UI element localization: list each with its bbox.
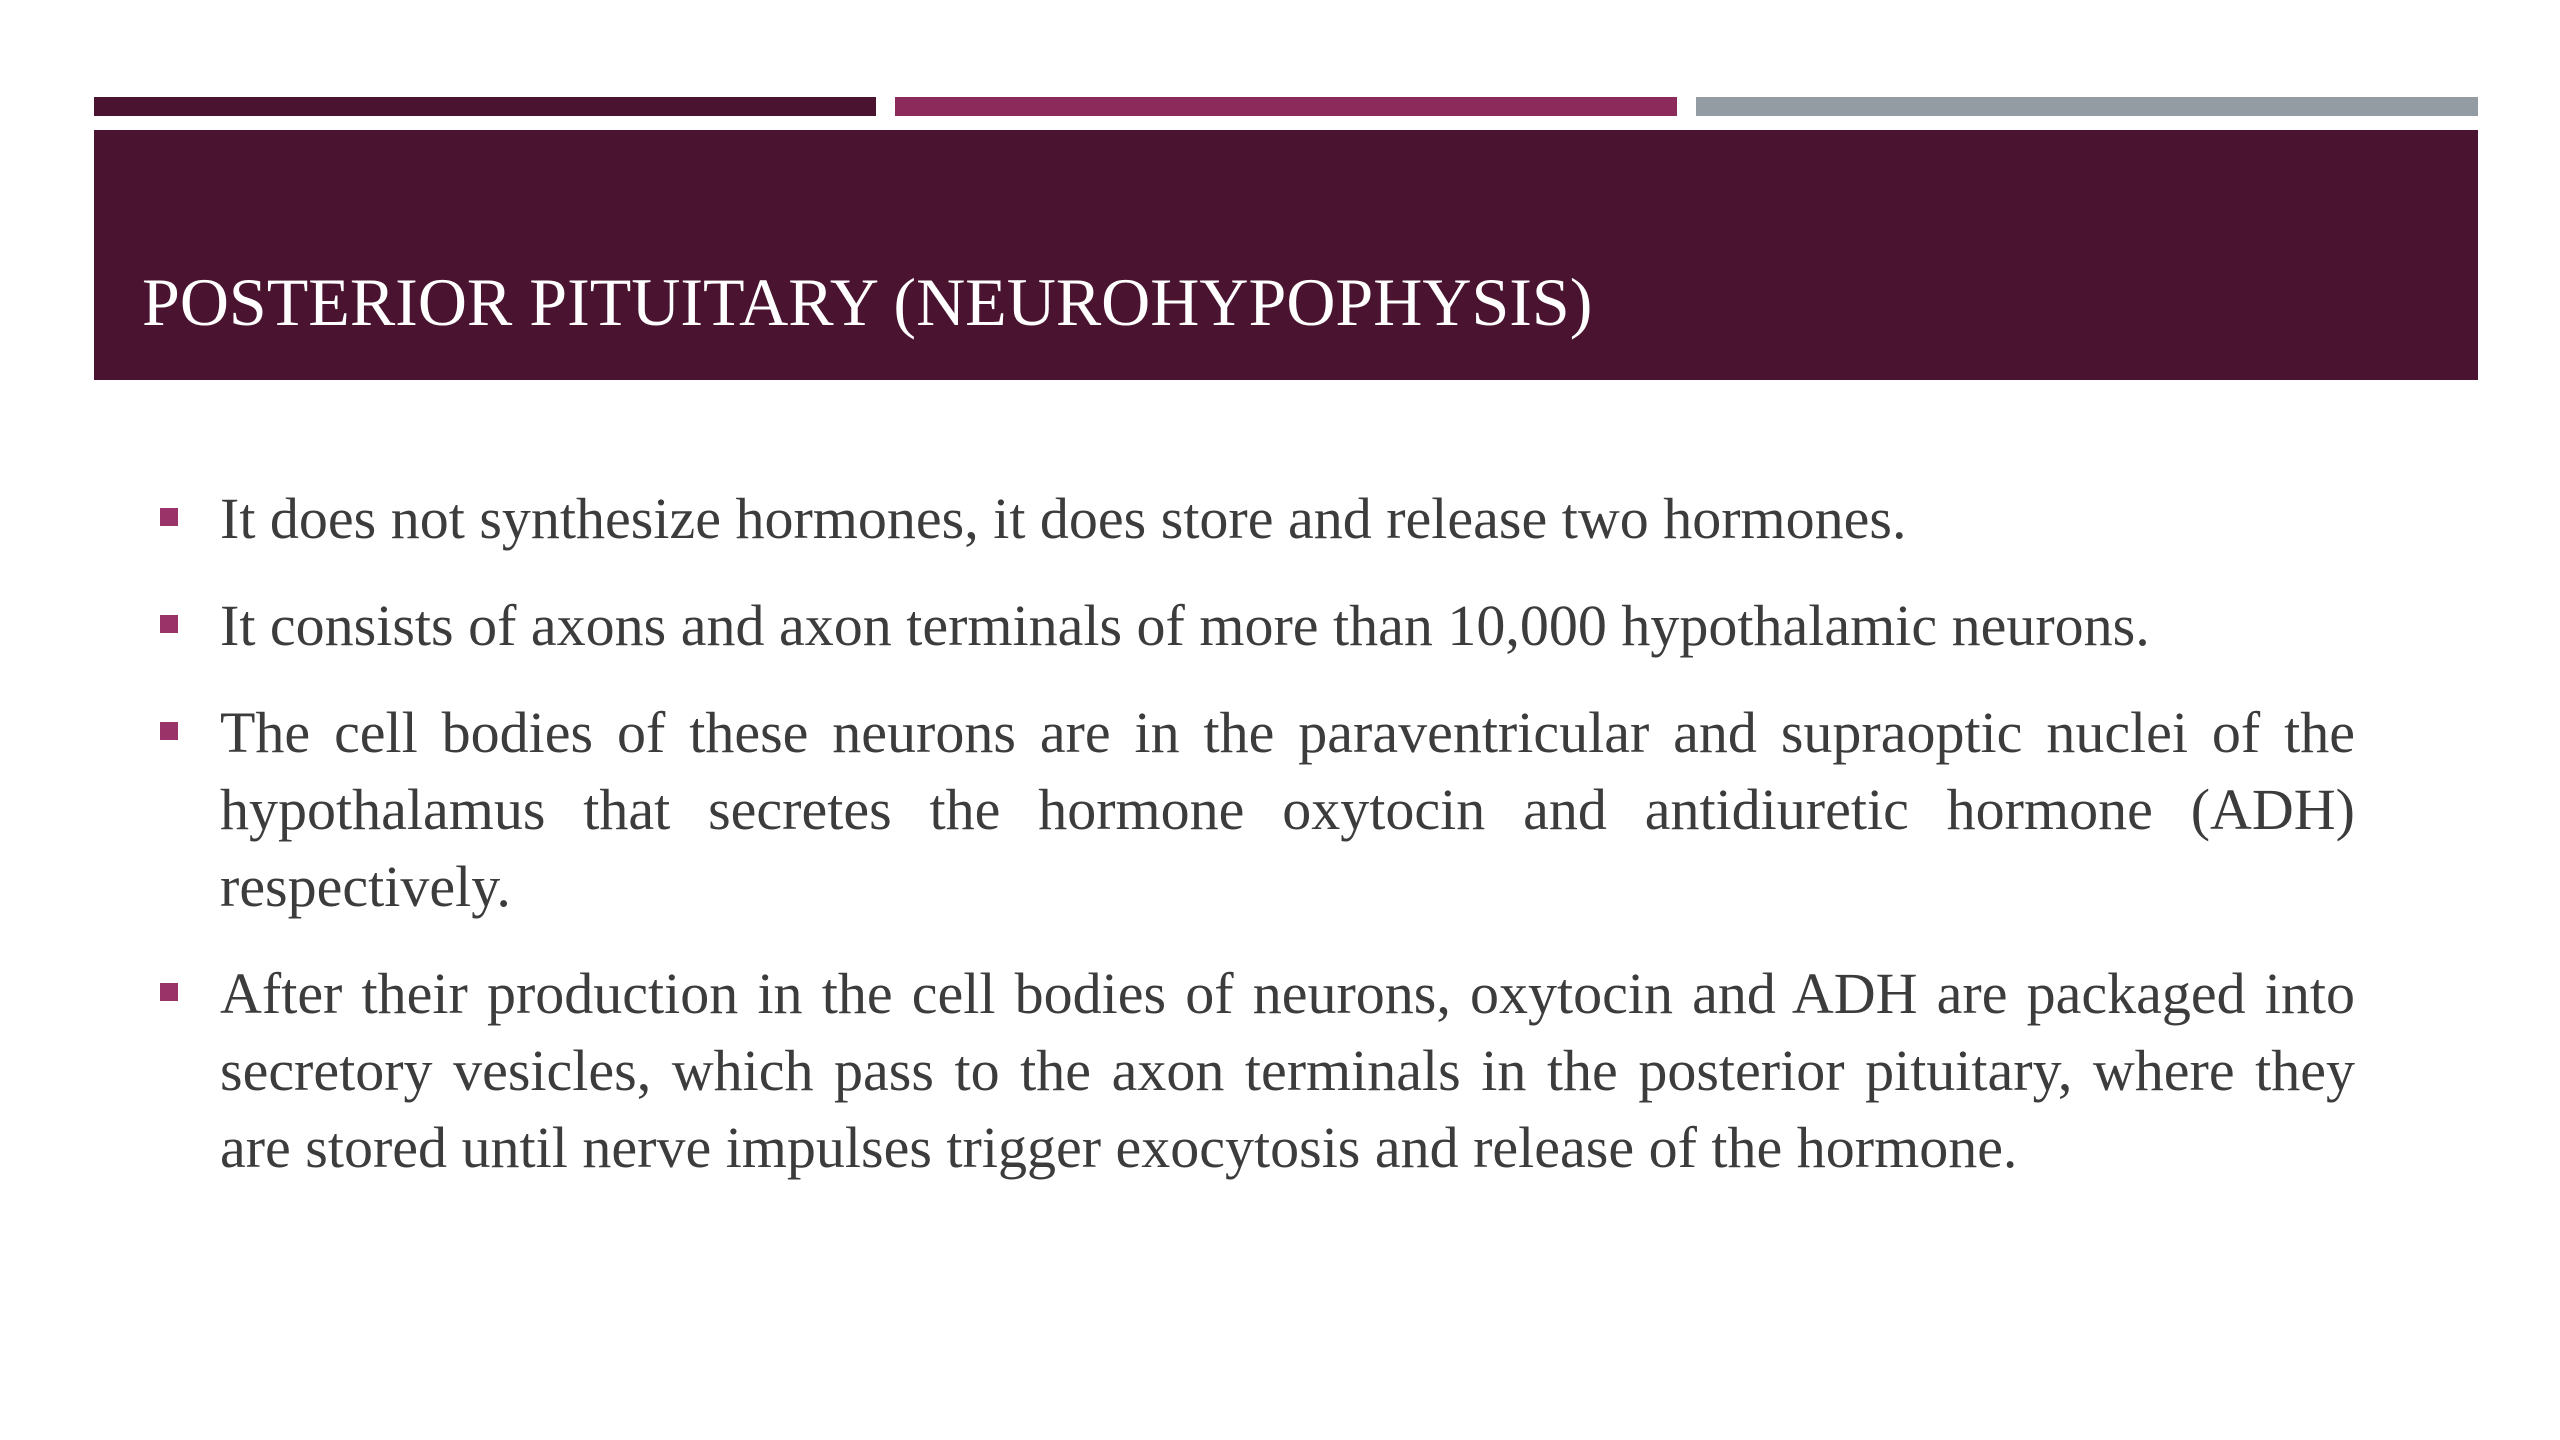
bullet-text: It does not synthesize hormones, it does store and release two hormones. bbox=[220, 486, 1907, 551]
bullet-text: After their production in the cell bodies of neurons, oxytocin and ADH are packaged into secretory vesicles, which pass to the axon terminals in the posterior pituitary, where they are stored until nerve impulses trigger exocytosis and release of the hormone. bbox=[220, 961, 2355, 1180]
bullet-item bbox=[160, 694, 2355, 925]
bullet-list bbox=[160, 480, 2355, 1216]
accent-bar-magenta bbox=[895, 97, 1677, 116]
bullet-item bbox=[160, 955, 2355, 1186]
accent-bar-dark bbox=[94, 97, 876, 116]
accent-bar-gray bbox=[1696, 97, 2478, 116]
title-band bbox=[94, 130, 2478, 380]
bullet-item bbox=[160, 480, 2355, 557]
square-bullet-icon bbox=[160, 508, 178, 526]
bullet-text: It consists of axons and axon terminals of more than 10,000 hypothalamic neurons. bbox=[220, 593, 2150, 658]
bullet-item bbox=[160, 587, 2355, 664]
square-bullet-icon bbox=[160, 615, 178, 633]
slide-title: POSTERIOR PITUITARY (NEUROHYPOPHYSIS) bbox=[142, 264, 1593, 340]
square-bullet-icon bbox=[160, 983, 178, 1001]
bullet-text: The cell bodies of these neurons are in the paraventricular and supraoptic nuclei of the hypothalamus that secretes the hormone oxytocin and antidiuretic hormone (ADH) respectively. bbox=[220, 700, 2355, 919]
square-bullet-icon bbox=[160, 722, 178, 740]
